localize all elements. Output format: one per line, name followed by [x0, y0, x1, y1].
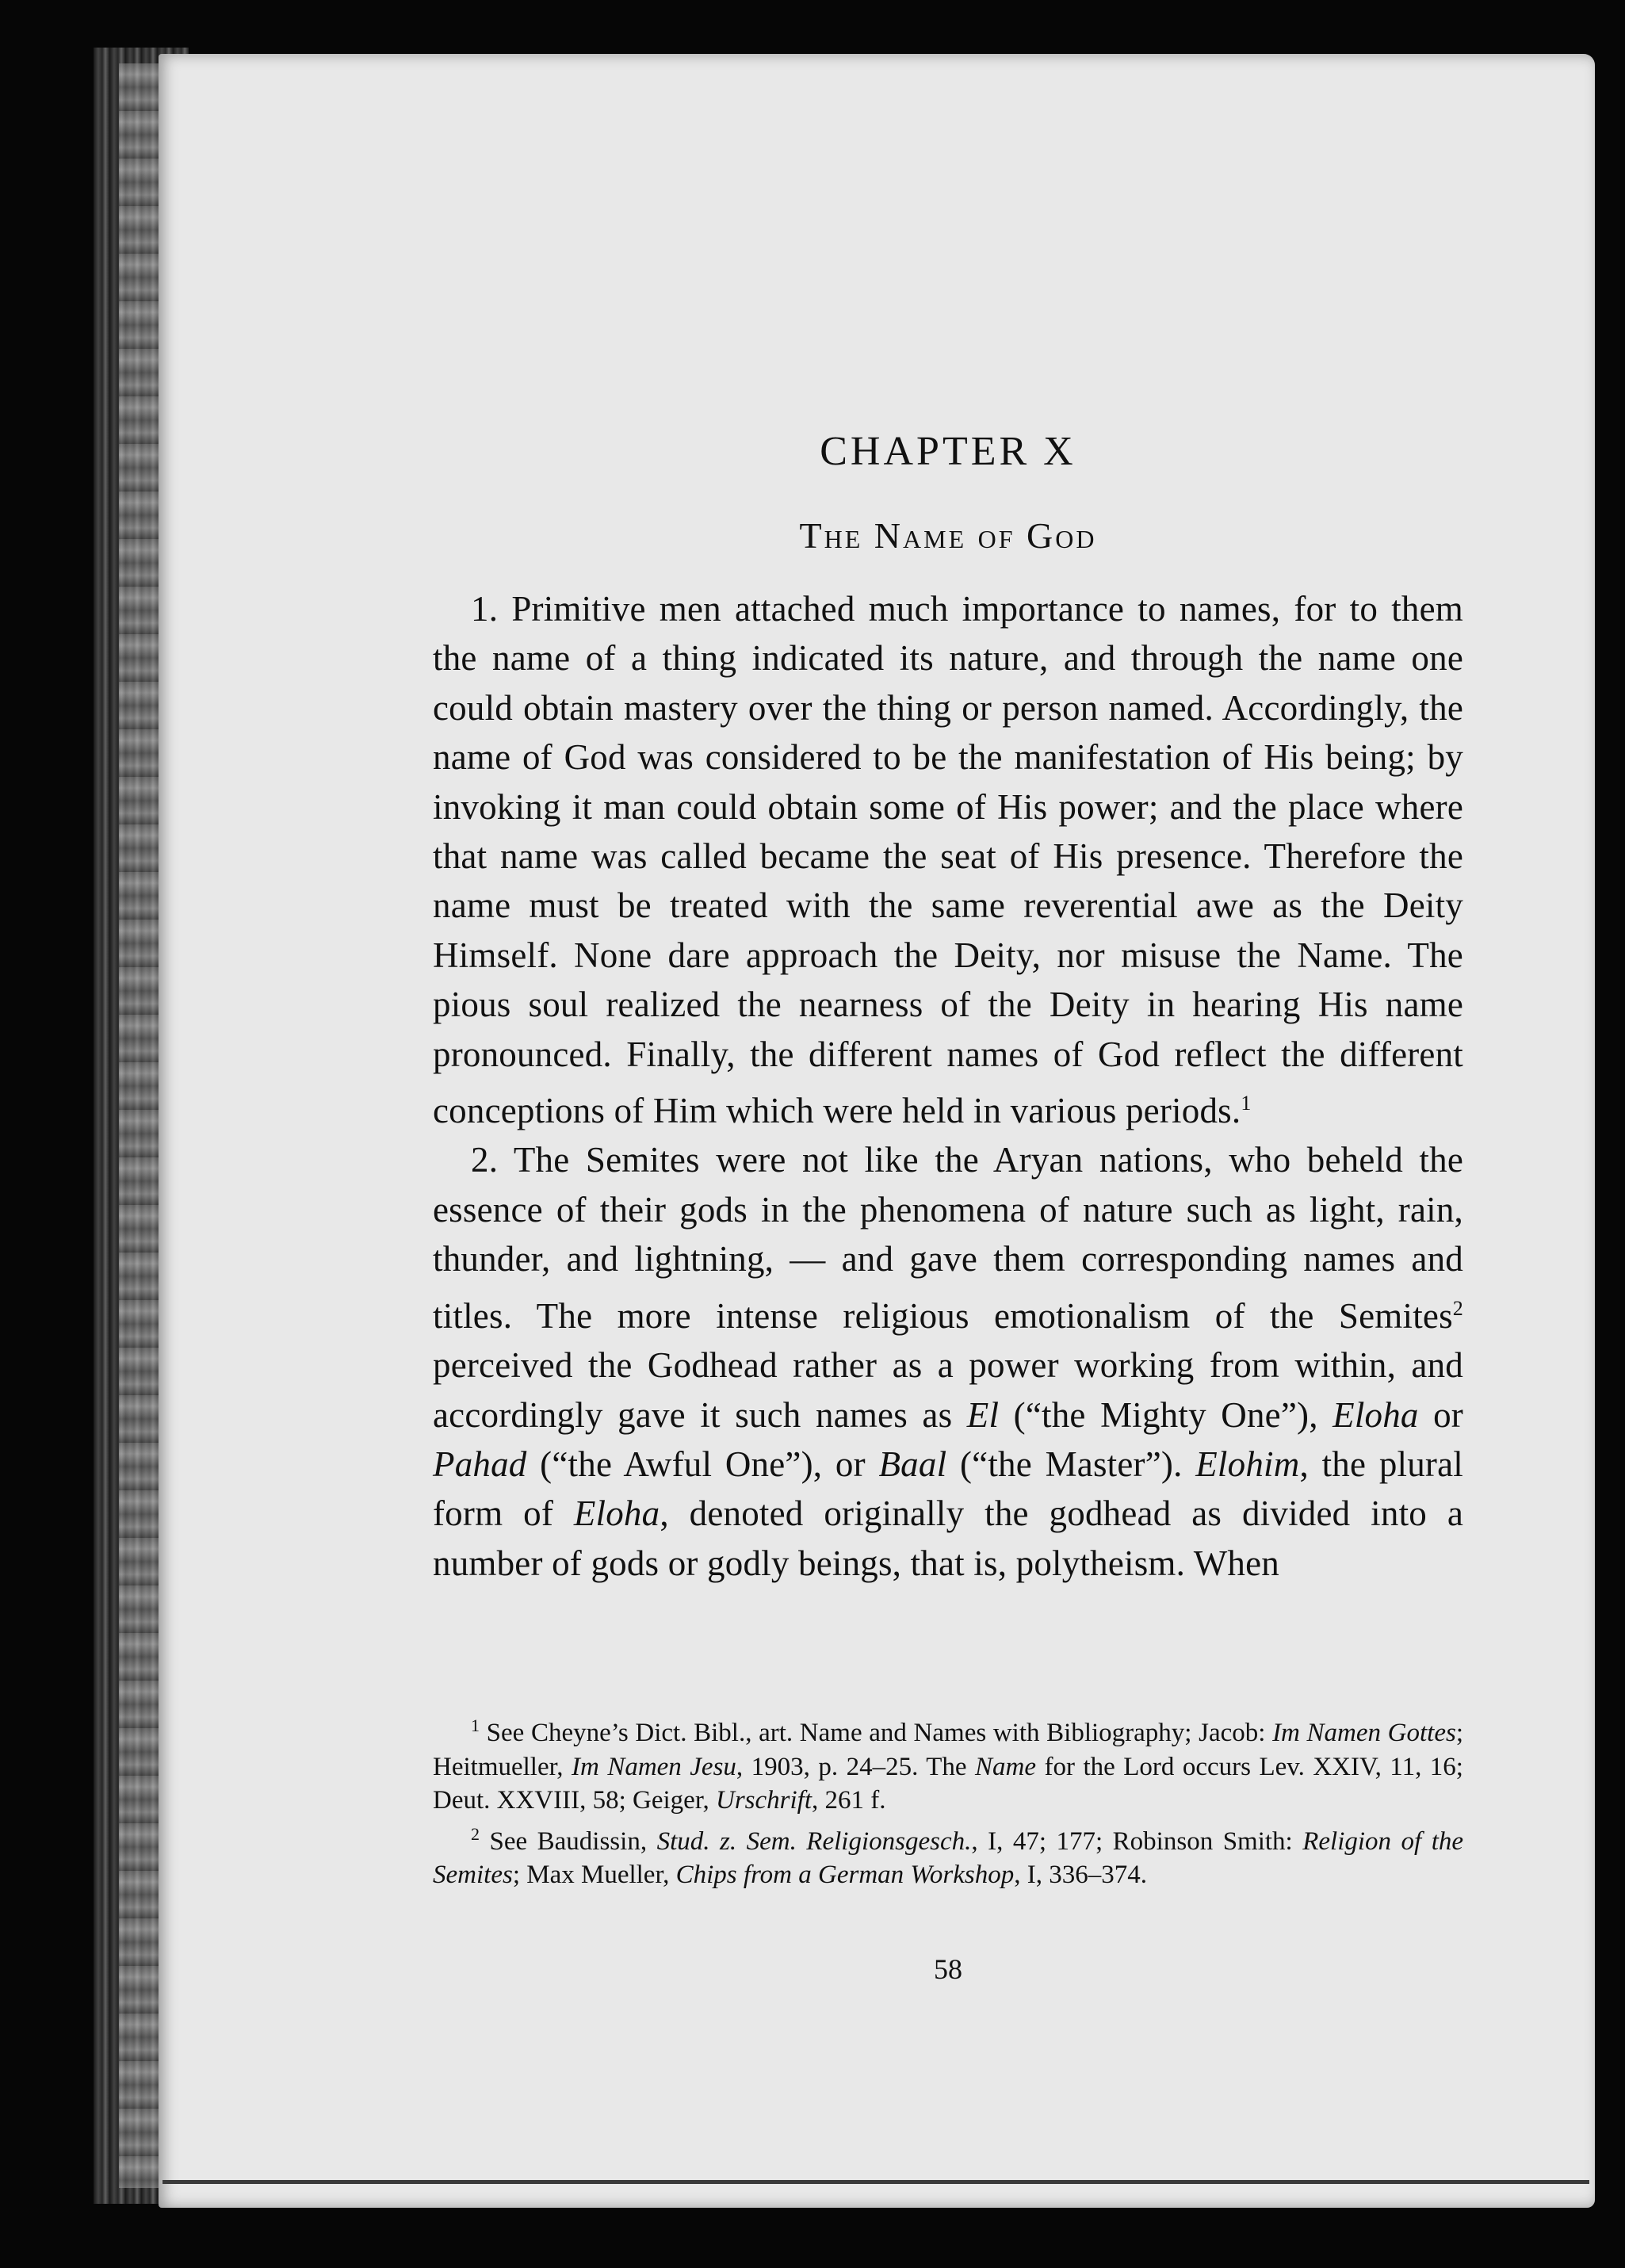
- footnote-1-number: 1: [471, 1715, 480, 1735]
- footnote-1-text-e: , 1903, p. 24–25. The: [736, 1752, 976, 1781]
- page-number: 58: [934, 1953, 962, 1985]
- p2-text-7: , the plural form of: [433, 1444, 1463, 1534]
- footnote-1-title-b: Im Namen Jesu: [572, 1752, 736, 1781]
- p2-text-3: (“the Mighty One”),: [999, 1394, 1333, 1435]
- footnote-ref-1: 1: [1241, 1092, 1252, 1115]
- footnote-1-text-a: See Cheyne’s Dict. Bibl., art. Name and Names with Bibliography; Jacob:: [480, 1719, 1273, 1747]
- footnotes: [433, 1709, 1463, 1892]
- footnote-2-title-b: Religion of the Semites: [433, 1826, 1464, 1889]
- page-bottom-edge: [162, 2180, 1589, 2184]
- footnote-2-number: 2: [471, 1823, 480, 1844]
- p2-term-pahad: Pahad: [433, 1444, 527, 1484]
- footnote-1: [433, 1709, 1463, 1818]
- paragraph-1: [433, 584, 1463, 1135]
- p2-term-eloha-2: Eloha: [573, 1494, 660, 1534]
- p2-term-baal: Baal: [878, 1444, 947, 1484]
- footnote-1-title-a: Im Namen Gottes: [1272, 1719, 1456, 1747]
- footnote-2: [433, 1818, 1463, 1892]
- section-heading: The Name of God: [799, 515, 1097, 556]
- p2-term-eloha: Eloha: [1332, 1394, 1419, 1435]
- footnote-1-text-c: ; Heitmueller,: [433, 1719, 1463, 1781]
- footnote-2-title-c: Chips from a German Workshop: [675, 1861, 1015, 1889]
- p2-term-elohim: Elohim: [1195, 1444, 1300, 1484]
- p2-term-el: El: [966, 1394, 1000, 1435]
- p2-text-1: 2. The Semites were not like the Aryan nations, who beheld the essence of their gods in the phenomena of nature such as light, rain, thunder, and lightning, — and gave them corresponding names and titles. The more intense religious emotionalism of the Semites: [433, 1140, 1463, 1336]
- p2-text-8: , denoted originally the godhead as divided into a number of gods or godly beings, that is, polytheism. When: [433, 1494, 1463, 1583]
- footnote-2-text-g: , I, 336–374.: [1014, 1861, 1147, 1889]
- chapter-heading: CHAPTER X: [820, 429, 1076, 474]
- footnote-2-text-e: ; Max Mueller,: [512, 1861, 676, 1889]
- p2-text-5: (“the Awful One”), or: [526, 1444, 879, 1484]
- body-text: [433, 584, 1463, 1588]
- footnote-2-title-a: Stud. z. Sem. Religionsgesch.: [656, 1826, 972, 1856]
- footnote-ref-2: 2: [1452, 1296, 1463, 1320]
- footnote-1-title-c: Urschrift: [716, 1786, 812, 1815]
- paragraph-2: [433, 1135, 1463, 1588]
- footnote-1-term-name: Name: [975, 1752, 1037, 1781]
- footnote-1-text-g: for the Lord occurs Lev. XXIV, 11, 16; Deut. XXVIII, 58; Geiger,: [433, 1752, 1463, 1815]
- footnote-1-text-i: , 261 f.: [812, 1786, 886, 1815]
- p2-text-2: perceived the Godhead rather as a power working from within, and accordingly gave it such names as: [433, 1345, 1463, 1435]
- paragraph-1-text: 1. Primitive men attached much importance to names, for to them the name of a thing indicated its nature, and through the name one could obtain mastery over the thing or person named. Accordingly, the name of God was considered to be the manifestation of His being; by invoking it man could obtain some of His power; and the place where that name was called became the seat of His presence. Therefore the name must be treated with the same reverential awe as the Deity Himself. None dare approach the Deity, nor misuse the Name. The pious soul realized the nearness of the Deity in hearing His name pronounced. Finally, the different names of God reflect the different conceptions of Him which were held in various periods.: [433, 589, 1463, 1131]
- footnote-2-text-a: See Baudissin,: [480, 1826, 657, 1856]
- p2-text-6: (“the Master”).: [946, 1444, 1196, 1484]
- footnote-2-text-c: , I, 47; 177; Robinson Smith:: [971, 1826, 1303, 1856]
- p2-text-4: or: [1418, 1394, 1463, 1435]
